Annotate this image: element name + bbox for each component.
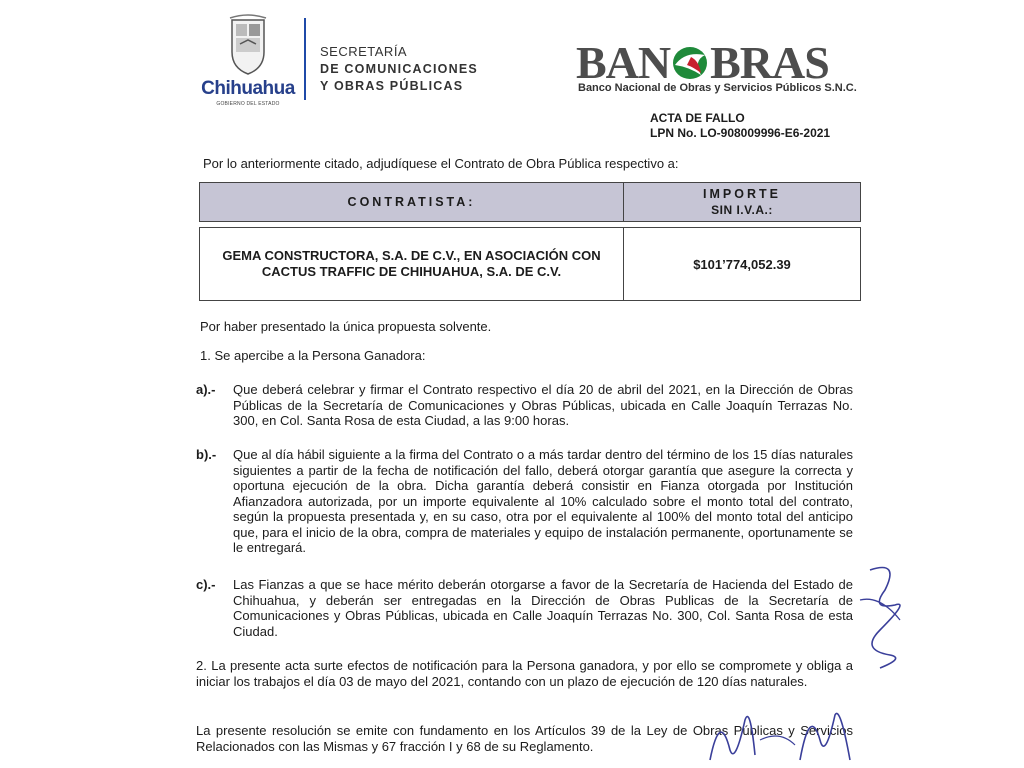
item-a-label: a).- [196, 382, 216, 397]
chihuahua-wordmark: Chihuahua [201, 78, 295, 99]
chihuahua-subtitle: GOBIERNO DEL ESTADO [216, 101, 280, 107]
secretaria-line1: SECRETARÍA [320, 44, 408, 59]
item-a-text: Que deberá celebrar y firmar el Contrato respectivo el día 20 de abril del 2021, en la Dirección de Obras Públicas de la Secretaría de Comunicaciones y Obras Públicas, ubicada en Calle Joaquín Terrazas No. 300, en Col. Santa Rosa de esta Ciudad, a las 9:00 horas. [233, 382, 853, 428]
header-importe-line1: IMPORTE [703, 187, 781, 201]
lpn-number: LPN No. LO-908009996-E6-2021 [650, 126, 831, 140]
signature-mark [840, 560, 910, 670]
item-b-text: Que al día hábil siguiente a la firma del Contrato o a más tardar dentro del término de los 15 días naturales siguientes a partir de la fecha de notificación del fallo, deberá otorgar garantía que asegure la correcta y oportuna ejecución de la obra. Dicha garantía deberá consistir en Fianza otorgada por Institución Afianzadora autorizada, por un importe equivalente al 10% calculado sobre el monto total del contrato, según la propuesta presentada y, en su caso, otra por el equivalente al 100% del monto total del anticipo que, para el inicio de la obra, compra de materiales y equipo de instalación permanente, oportunamente se le entregará. [233, 447, 853, 555]
contratista-cell [200, 228, 624, 300]
por-haber-paragraph: Por haber presentado la única propuesta solvente. [200, 319, 492, 334]
point-1-heading: 1. Se apercibe a la Persona Ganadora: [200, 348, 426, 363]
point-2-paragraph: 2. La presente acta surte efectos de notificación para la Persona ganadora, y por ello se compromete y obliga a iniciar los trabajos el día 03 de mayo del 2021, contando con un plazo de ejecución de 120 días naturales. [196, 658, 853, 689]
secretaria-line2: DE COMUNICACIONES [320, 62, 478, 76]
banobras-subtitle: Banco Nacional de Obras y Servicios Públicos S.N.C. [578, 82, 857, 94]
contratista-name: GEMA CONSTRUCTORA, S.A. DE C.V., EN ASOCIACIÓN CON CACTUS TRAFFIC DE CHIHUAHUA, S.A. DE C.V. [222, 248, 601, 279]
signature-initials [700, 700, 870, 768]
item-c-text: Las Fianzas a que se hace mérito deberán otorgarse a favor de la Secretaría de Hacienda del Estado de Chihuahua, y deberán ser entregadas en la Dirección de Obras Publicas de la Secretaría de Comunicaciones y Obras Públicas, ubicada en Calle Joaquín Terrazas No. 300, Col. Santa Rosa de esta Ciudad. [233, 577, 853, 639]
award-table-header [199, 182, 861, 222]
banobras-o-icon [671, 45, 709, 81]
intro-paragraph: Por lo anteriormente citado, adjudíquese el Contrato de Obra Pública respectivo a: [203, 156, 679, 171]
header-importe [624, 183, 860, 221]
coat-of-arms-icon [228, 14, 268, 76]
importe-value: $101’774,052.39 [693, 256, 791, 272]
secretaria-line3: Y OBRAS PÚBLICAS [320, 79, 464, 93]
resolution-paragraph: La presente resolución se emite con fundamento en los Artículos 39 de la Ley de Obras Públicas y Servicios Relacionados con las Mismas y 67 fracción I y 68 de su Reglamento. [196, 723, 853, 754]
header-importe-line2: SIN I.V.A.: [711, 203, 773, 217]
acta-title: ACTA DE FALLO [650, 111, 745, 125]
header-divider [304, 18, 306, 100]
chihuahua-logo [196, 14, 300, 106]
item-b-label: b).- [196, 447, 217, 462]
banobras-part1: BAN [576, 37, 671, 88]
item-c-label: c).- [196, 577, 216, 592]
banobras-part2: BRAS [710, 37, 829, 88]
header-contratista: CONTRATISTA: [200, 183, 624, 221]
table-row [199, 227, 861, 301]
